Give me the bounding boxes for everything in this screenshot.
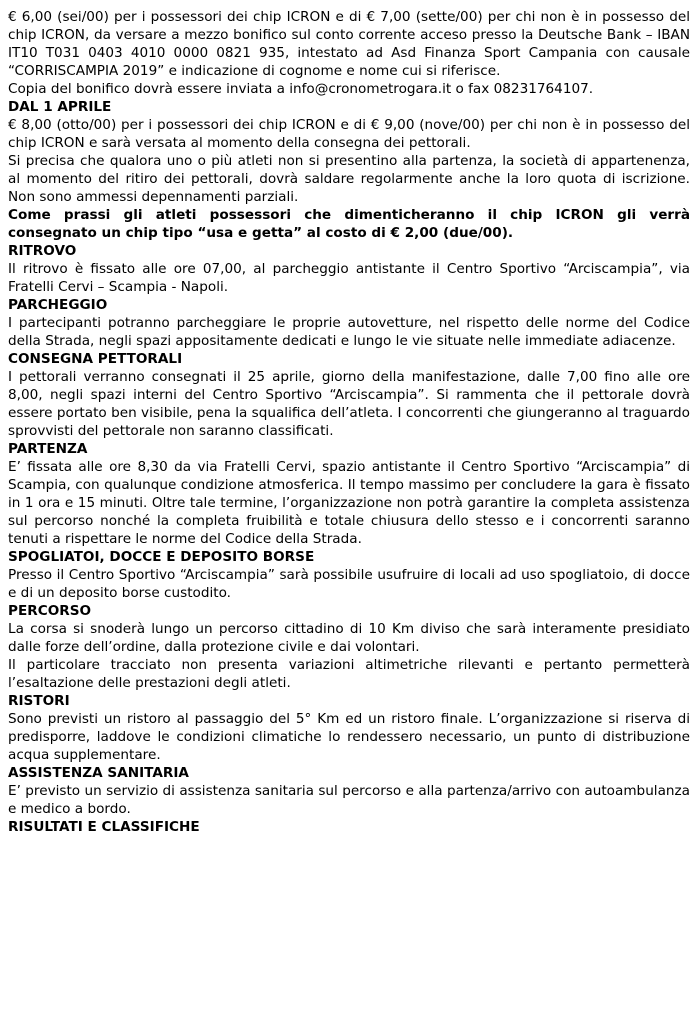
parcheggio-heading: PARCHEGGIO — [8, 297, 108, 313]
parcheggio-text: I partecipanti potranno parcheggiare le proprie autovetture, nel rispetto delle norme del Codice della Strada, negli spazi appositamente dedicati e lungo le vie situate nelle immediate adiacenze. — [8, 315, 690, 349]
assistenza-sanitaria-heading: ASSISTENZA SANITARIA — [8, 765, 189, 781]
payment-copy-paragraph: Copia del bonifico dovrà essere inviata a info@cronometrogara.it o fax 08231764107. — [8, 81, 594, 97]
dal-1-aprile-fee-paragraph: € 8,00 (otto/00) per i possessori dei chip ICRON e di € 9,00 (nove/00) per chi non è in possesso del chip ICRON e sarà versata al momento della consegna dei pettorali. — [8, 117, 690, 151]
percorso-text-2: Il particolare tracciato non presenta variazioni altimetriche rilevanti e pertanto permetterà l’esaltazione delle prestazioni degli atleti. — [8, 657, 690, 691]
ritrovo-heading: RITROVO — [8, 243, 77, 259]
ristori-text: Sono previsti un ristoro al passaggio del 5° Km ed un ristoro finale. L’organizzazione si riserva di predisporre, laddove le condizioni climatiche lo rendessero necessario, un punto di distribuzione acqua supplementare. — [8, 711, 690, 763]
risultati-classifiche-heading: RISULTATI E CLASSIFICHE — [8, 819, 200, 835]
dal-1-aprile-heading: DAL 1 APRILE — [8, 99, 112, 115]
percorso-heading: PERCORSO — [8, 603, 92, 619]
assistenza-sanitaria-text: E’ previsto un servizio di assistenza sanitaria sul percorso e alla partenza/arrivo con autoambulanza e medico a bordo. — [8, 783, 690, 817]
spogliatoi-text: Presso il Centro Sportivo “Arciscampia” sarà possibile usufruire di locali ad uso spogliatoio, di docce e di un deposito borse custodito. — [8, 567, 690, 601]
chip-notice: Come prassi gli atleti possessori che dimenticheranno il chip ICRON gli verrà consegnato un chip tipo “usa e getta” al costo di € 2,00 (due/00). — [8, 207, 690, 241]
partenza-text: E’ fissata alle ore 8,30 da via Fratelli Cervi, spazio antistante il Centro Sportivo “Arciscampia” di Scampia, con qualunque condizione atmosferica. Il tempo massimo per concludere la gara è fissato in 1 ora e 15 minuti. Oltre tale termine, l’organizzazione non potrà garantire la completa assistenza sul percorso nonché la completa fruibilità e totale chiusura dello stesso e i concorrenti saranno tenuti a rispettare le norme del Codice della Strada. — [8, 459, 690, 547]
consegna-pettorali-heading: CONSEGNA PETTORALI — [8, 351, 183, 367]
ristori-heading: RISTORI — [8, 693, 70, 709]
percorso-text-1: La corsa si snoderà lungo un percorso cittadino di 10 Km diviso che sarà interamente presidiato dalle forze dell’ordine, dalla protezione civile e dai volontari. — [8, 621, 690, 655]
dal-1-aprile-note-paragraph: Si precisa che qualora uno o più atleti non si presentino alla partenza, la società di appartenenza, al momento del ritiro dei pettorali, dovrà saldare regolarmente anche la loro quota di iscrizione. Non sono ammessi depennamenti parziali. — [8, 153, 690, 205]
consegna-pettorali-text: I pettorali verranno consegnati il 25 aprile, giorno della manifestazione, dalle 7,00 fino alle ore 8,00, negli spazi interni del Centro Sportivo “Arciscampia”. Si rammenta che il pettorale dovrà essere portato ben visibile, pena la squalifica dell’atleta. I concorrenti che giungeranno al traguardo sprovvisti del pettorale non saranno classificati. — [8, 369, 690, 439]
regulation-document — [8, 8, 690, 836]
registration-fee-paragraph: € 6,00 (sei/00) per i possessori dei chip ICRON e di € 7,00 (sette/00) per chi non è in possesso del chip ICRON, da versare a mezzo bonifico sul conto corrente acceso presso la Deutsche Bank – IBAN IT10 T031 0403 4010 0000 0821 935, intestato ad Asd Finanza Sport Campania con causale “CORRISCAMPIA 2019” e indicazione di cognome e nome cui si riferisce. — [8, 9, 690, 79]
ritrovo-text: Il ritrovo è fissato alle ore 07,00, al parcheggio antistante il Centro Sportivo “Arciscampia”, via Fratelli Cervi – Scampia - Napoli. — [8, 261, 690, 295]
spogliatoi-heading: SPOGLIATOI, DOCCE E DEPOSITO BORSE — [8, 549, 315, 565]
partenza-heading: PARTENZA — [8, 441, 88, 457]
